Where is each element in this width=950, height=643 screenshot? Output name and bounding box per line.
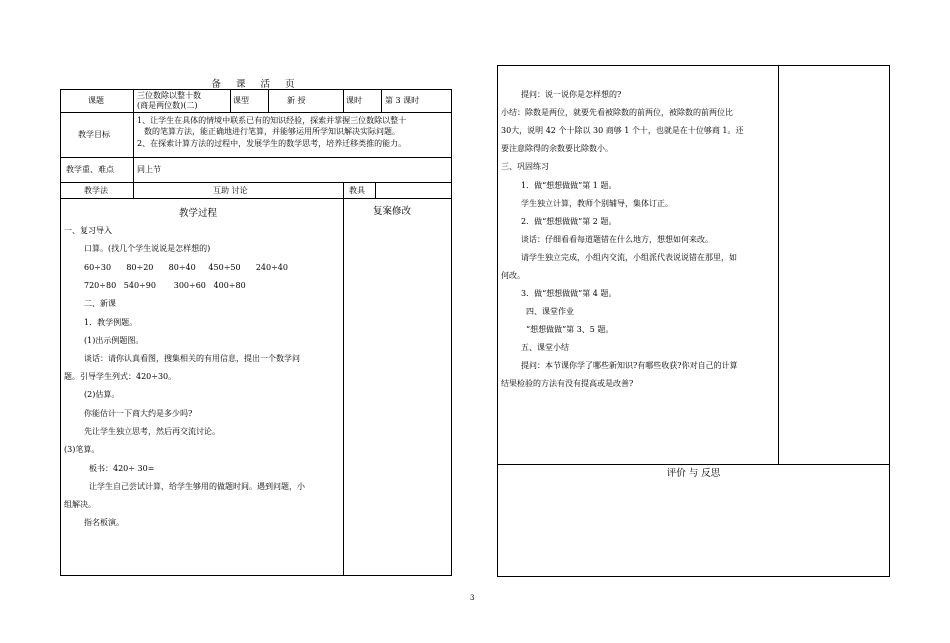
content-line: 1．做“想想做做”第 1 题。 [521,181,617,190]
col-divider [343,182,344,198]
content-line: 四、课堂作业 [526,307,574,316]
goals-line-1: 1、让学生在具体的情境中联系已有的知识经验，探索并掌握三位数除以整十 [137,116,407,125]
row-divider [61,157,451,158]
row-divider [61,182,451,183]
content-line: 720÷80 540÷90 300÷60 400÷80 [84,281,246,290]
content-line: 你能估计一下商大约是多少吗? [84,409,193,418]
content-line: 五、课堂小结 [521,343,569,352]
content-line: “想想做做”第 3、5 题。 [526,325,614,334]
col-divider [133,90,134,198]
page-number: 3 [470,594,475,602]
row-divider [61,198,451,199]
method-value: 互助 讨论 [213,186,248,195]
page-title: 备 课 活 页 [211,79,301,90]
lesson-plan-table [60,89,452,576]
lesson-type-value: 新 授 [287,96,306,105]
content-line: 题。引导学生列式：420÷30。 [64,372,177,381]
content-line: 3．做“想想做做”第 4 题。 [521,289,617,298]
col-divider [778,66,779,464]
col-divider [343,90,344,112]
content-line: 让学生自己尝试计算，给学生够用的做题时间。遇到问题，小 [89,482,305,491]
content-line: 提问：说一说你是怎样想的? [521,90,622,99]
col-divider [375,182,376,198]
content-line: 谈话：请你认真看图，搜集相关的有用信息，提出一个数学问 [84,354,300,363]
content-line: 组解决。 [64,500,96,509]
content-line: 结果检验的方法有没有提高或是改善? [501,379,634,388]
tools-label: 教具 [349,186,365,195]
keypoints-value: 同上节 [137,165,161,174]
process-heading: 教学过程 [179,208,218,219]
content-line: 何改。 [501,271,525,280]
col-divider [268,90,269,112]
content-line: 要注意除得的余数要比除数小。 [501,144,613,153]
content-line: 2．做“想想做做”第 2 题。 [521,217,617,226]
col-divider [343,198,344,575]
content-line: 指名板演。 [84,518,124,527]
goals-line-2: 数的笔算方法，能正确地进行笔算，并能够运用所学知识解决实际问题。 [144,127,400,136]
content-line: 一、复习导入 [64,226,112,235]
goals-label: 教学目标 [78,130,110,139]
col-divider [381,90,382,112]
content-line: 先让学生独立思考，然后再交流讨论。 [84,427,220,436]
content-line: 小结：除数是两位，就要先看被除数的前两位，被除数的前两位比 [501,108,733,117]
reflection-heading: 评价 与 反思 [666,468,721,479]
content-line: 60÷30 80÷20 80÷40 450÷50 240÷40 [84,263,288,272]
method-label: 教学法 [84,186,108,195]
goals-line-3: 2、在探索计算方法的过程中，发展学生的数学思考，培养迁移类推的能力。 [137,139,407,148]
content-line: 板书：420÷ 30= [89,464,155,473]
content-line: 口算。(找几个学生说说是怎样想的) [84,244,211,253]
content-line: 请学生独立完成，小组内交流，小组派代表说说错在那里，如 [521,253,737,262]
content-line: (1)出示例题图。 [84,336,144,345]
content-line: 提问：本节课你学了哪些新知识?有哪些收获?你对自己的计算 [521,361,738,370]
keypoints-label: 教学重、难点 [66,165,114,174]
topic-label: 课题 [88,96,104,105]
content-line: 学生独立计算，教师个别辅导，集体订正。 [521,199,673,208]
right-page-content [497,65,890,465]
period-value: 第 3 课时 [385,96,420,105]
topic-line-1: 三位数除以整十数 [137,91,201,100]
content-line: 谈话：仔细看看每道题错在什么地方，想想如何来改。 [521,235,713,244]
content-line: 30大，说明 42 个十除以 30 商够 1 个十，也就是在十位够商 1。还 [501,126,744,135]
content-line: 二、新课 [84,299,116,308]
content-line: 1．教学例题。 [84,318,138,327]
row-divider [61,112,451,113]
content-line: 三、巩固练习 [501,162,549,171]
content-line: (2)估算。 [84,390,120,399]
lesson-type-label: 课型 [233,96,249,105]
content-line: (3)笔算。 [64,445,100,454]
revision-heading: 复案修改 [373,206,412,217]
reflection-box [497,465,890,577]
period-label: 课时 [346,96,362,105]
topic-line-2: (商是两位数)(二) [137,101,198,110]
col-divider [230,90,231,112]
